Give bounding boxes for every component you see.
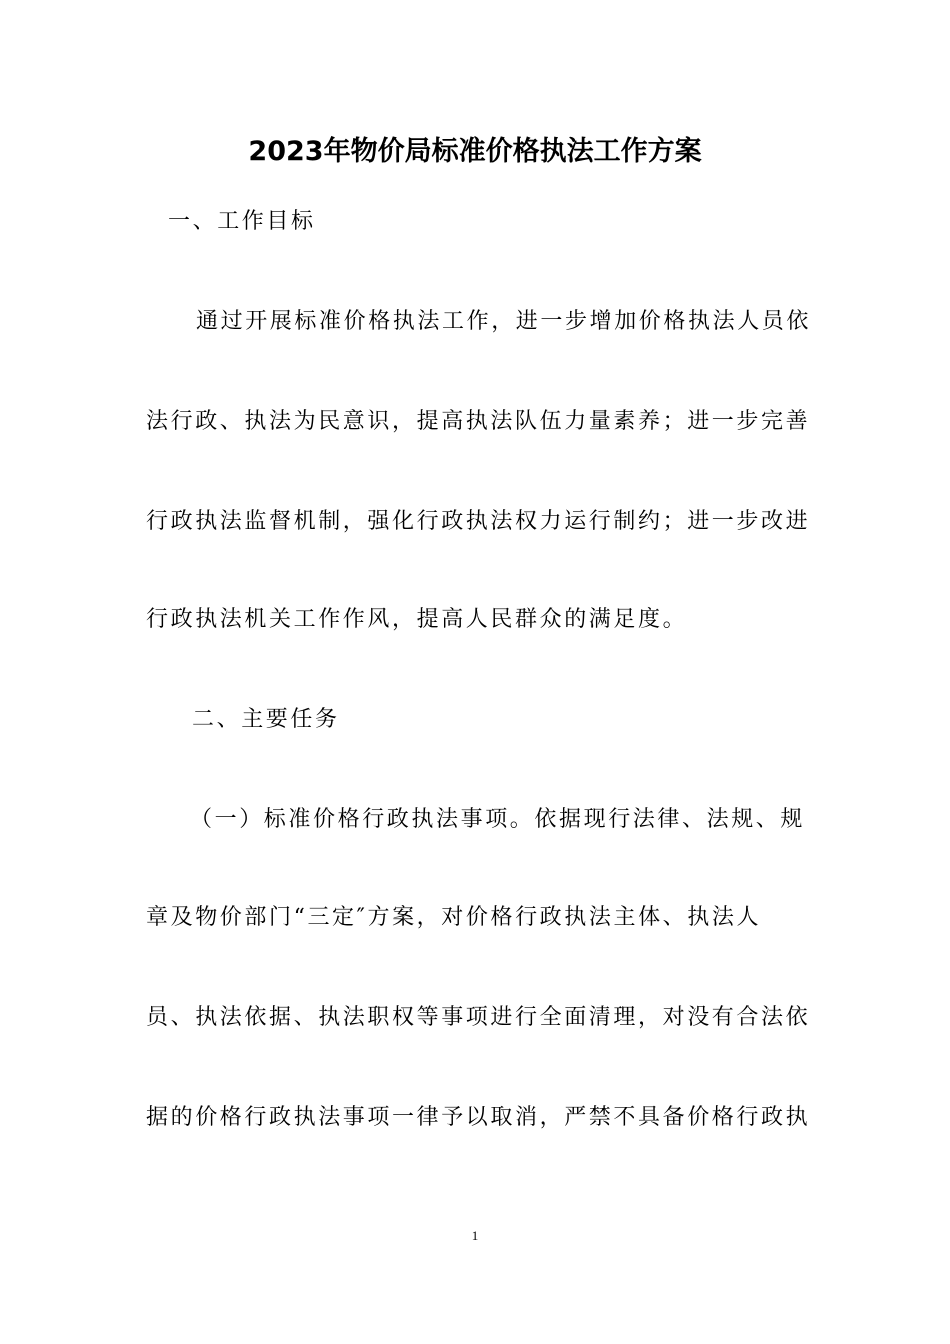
page-number: 1	[471, 1228, 479, 1243]
paragraph-line: 行政执法机关工作作风，提高人民群众的满足度。	[146, 607, 688, 632]
paragraph-line: 据的价格行政执法事项一律予以取消，严禁不具备价格行政执	[146, 1105, 811, 1130]
section-heading-2: 二、主要任务	[192, 707, 340, 732]
paragraph-line: 行政执法监督机制，强化行政执法权力运行制约；进一步改进	[146, 509, 811, 534]
document-title: 2023年物价局标准价格执法工作方案	[248, 136, 702, 167]
paragraph-line: 员、执法依据、执法职权等事项进行全面清理，对没有合法依	[146, 1005, 811, 1030]
section-heading-1: 一、工作目标	[168, 209, 316, 234]
paragraph-line: （一）标准价格行政执法事项。依据现行法律、法规、规	[190, 807, 806, 832]
paragraph-line: 通过开展标准价格执法工作，进一步增加价格执法人员依	[196, 309, 812, 334]
paragraph-line: 法行政、执法为民意识，提高执法队伍力量素养；进一步完善	[146, 409, 811, 434]
paragraph-line: 章及物价部门“三定″方案，对价格行政执法主体、执法人	[146, 905, 762, 930]
